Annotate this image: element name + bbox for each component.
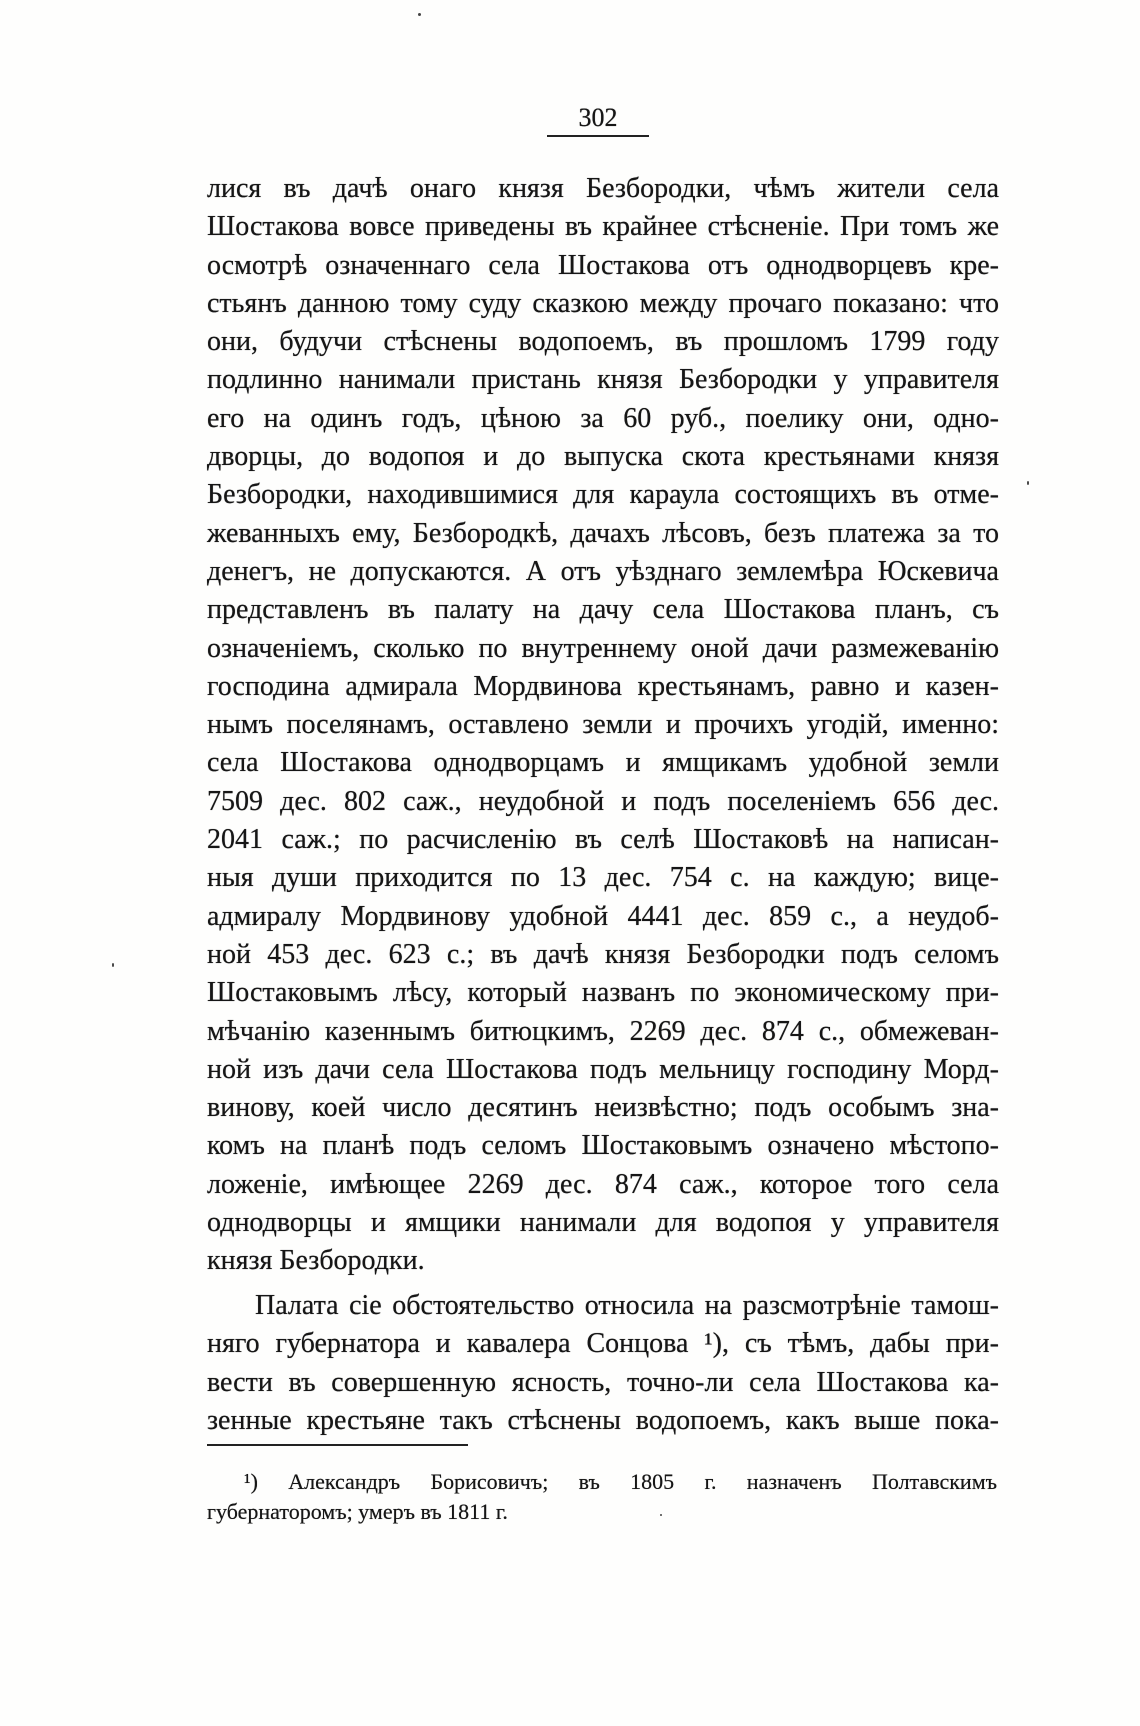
- main-text: [207, 170, 999, 1440]
- text-line: села Шостакова однодворцамъ и ямщикамъ удобной земли: [207, 747, 999, 779]
- text-line: стьянъ данною тому суду сказкою между прочаго показано: что: [207, 287, 999, 319]
- scan-speck: [1027, 481, 1029, 485]
- page-number-rule: [547, 135, 649, 137]
- text-line: комъ на планѣ подъ селомъ Шостаковымъ означено мѣстопо-: [207, 1130, 999, 1162]
- page-number: 302: [578, 103, 618, 132]
- text-line: они, будучи стѣснены водопоемъ, въ прошломъ 1799 году: [207, 326, 999, 358]
- footnote-separator: [207, 1444, 468, 1446]
- text-line: представленъ въ палату на дачу села Шостакова планъ, съ: [207, 594, 999, 626]
- text-line: адмиралу Мордвинову удобной 4441 дес. 859 с., а неудоб-: [207, 900, 999, 932]
- text-line: Шостаковымъ лѣсу, который названъ по экономическому при-: [207, 977, 999, 1009]
- text-line: 7509 дес. 802 саж., неудобной и подъ поселеніемъ 656 дес.: [207, 785, 999, 817]
- paragraph: [207, 1287, 999, 1440]
- text-line: ной изъ дачи села Шостакова подъ мельницу господину Морд-: [207, 1053, 999, 1085]
- text-line: однодворцы и ямщики нанимали для водопоя у управителя: [207, 1207, 999, 1239]
- text-line: нымъ поселянамъ, оставлено земли и прочихъ угодій, именно:: [207, 709, 999, 741]
- text-line: вести въ совершенную ясность, точно-ли села Шостакова ка-: [207, 1366, 999, 1398]
- text-line: Безбородки, находившимися для караула состоящихъ въ отме-: [207, 479, 999, 511]
- footnote: [207, 1467, 997, 1527]
- paragraph: [207, 170, 999, 1281]
- text-line: осмотрѣ означеннаго села Шостакова отъ однодворцевъ кре-: [207, 249, 999, 281]
- text-line: его на одинъ годъ, цѣною за 60 руб., поелику они, одно-: [207, 402, 999, 434]
- text-line: винову, коей число десятинъ неизвѣстно; подъ особымъ зна-: [207, 1092, 999, 1124]
- text-line: подлинно нанимали пристань князя Безбородки у управителя: [207, 364, 999, 396]
- text-line: мѣчанію казеннымъ битюцкимъ, 2269 дес. 874 с., обмежеван-: [207, 1015, 999, 1047]
- text-line: зенные крестьяне такъ стѣснены водопоемъ, какъ выше пока-: [207, 1404, 999, 1436]
- text-line: дворцы, до водопоя и до выпуска скота крестьянами князя: [207, 441, 999, 473]
- text-line: Палата сіе обстоятельство относила на разсмотрѣніе тамош-: [255, 1289, 999, 1321]
- text-line: господина адмирала Мордвинова крестьянамъ, равно и казен-: [207, 670, 999, 702]
- text-line: означеніемъ, сколько по внутреннему оной дачи размежеванію: [207, 632, 999, 664]
- text-line: князя Безбородки.: [207, 1245, 425, 1277]
- footnote-line: ¹) Александръ Борисовичъ; въ 1805 г. назначенъ Полтавскимъ: [244, 1469, 997, 1494]
- scan-speck: [418, 13, 421, 16]
- text-line: денегъ, не допускаются. А отъ уѣзднаго землемѣра Юскевича: [207, 555, 999, 587]
- text-line: жеванныхъ ему, Безбородкѣ, дачахъ лѣсовъ, безъ платежа за то: [207, 517, 999, 549]
- text-line: Шостакова вовсе приведены въ крайнее стѣсненіе. При томъ же: [207, 211, 999, 243]
- text-line: ложеніе, имѣющее 2269 дес. 874 саж., которое того села: [207, 1168, 999, 1200]
- text-line: ныя души приходится по 13 дес. 754 с. на каждую; вице-: [207, 862, 999, 894]
- footnote-line: губернаторомъ; умеръ въ 1811 г.: [207, 1499, 508, 1524]
- text-line: ной 453 дес. 623 с.; въ дачѣ князя Безбородки подъ селомъ: [207, 938, 999, 970]
- text-line: лися въ дачѣ онаго князя Безбородки, чѣмъ жители села: [207, 173, 999, 204]
- text-line: няго губернатора и кавалера Сонцова ¹), съ тѣмъ, дабы при-: [207, 1328, 999, 1360]
- scan-speck: [112, 963, 114, 967]
- text-line: 2041 саж.; по расчисленію въ селѣ Шостаковѣ на написан-: [207, 824, 999, 856]
